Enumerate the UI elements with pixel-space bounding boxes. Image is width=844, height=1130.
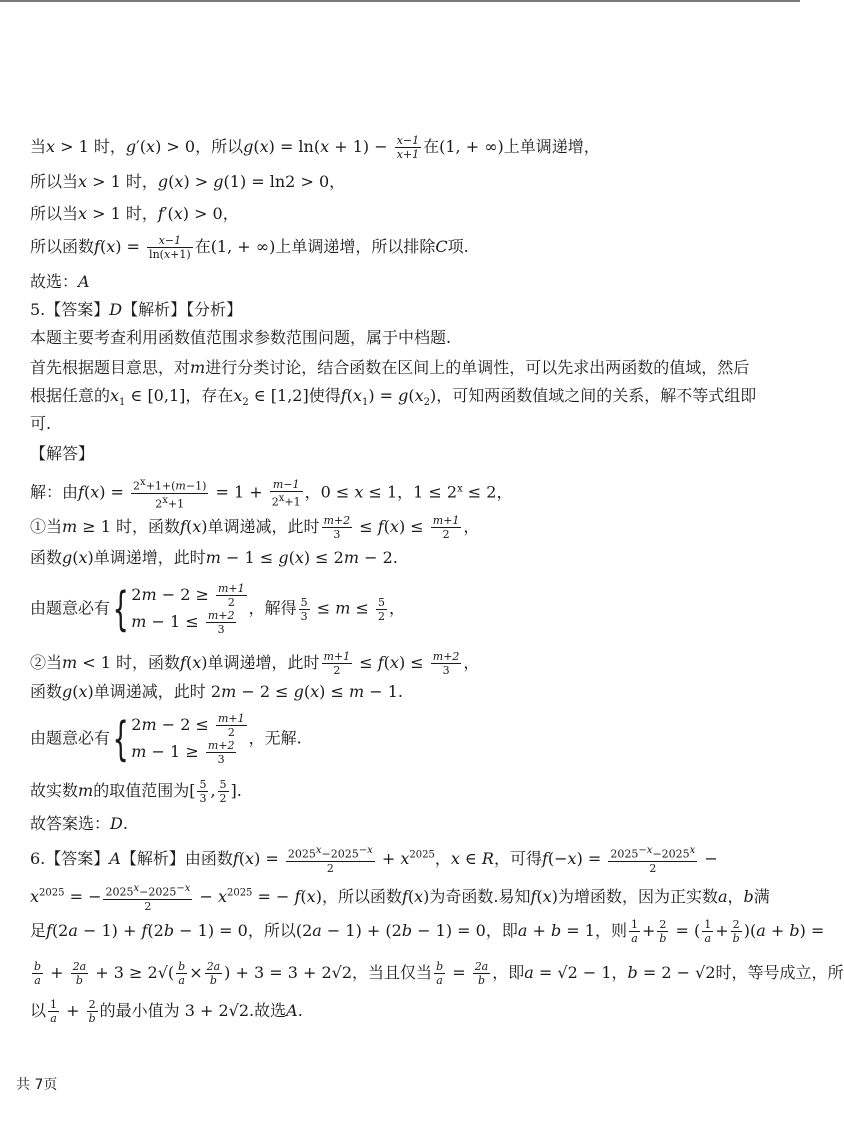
line-3: 所以当x > 1 时，f′(x) > 0，: [30, 204, 239, 223]
line-18: 由题意必有{ 2m − 2 ≤ $\frac{m+1}{2}$ m − 1 ≥ $\frac{m+2}{3}$ ，无解.: [30, 712, 302, 766]
line-16: ②当m < 1 时，函数f(x)单调递增，此时 $\frac{m+1}{2}$ ≤ f(x) ≤ $\frac{m+2}{3}$ ，: [30, 650, 480, 677]
top-border: [0, 0, 800, 2]
line-21: 6.【答案】A【解析】由函数f(x) = $\frac{2025^x-2025^{-x}}{2}$ + $x^{2025}$，x ∈ R，可得f(−x) = $\frac{2025^{-x}-2025^x}{2}$ −: [30, 845, 718, 875]
line-25: 以 $\frac{1}{a}$ + $\frac{2}{b}$ 的最小值为 3 + 2√2.故选A.: [30, 998, 303, 1025]
line-5: 故选：A: [30, 272, 90, 291]
line-7: 本题主要考查利用函数值范围求参数范围问题，属于中档题.: [30, 328, 452, 347]
line-1: 当x > 1 时，g′(x) > 0，所以g(x) = ln(x + 1) − $\frac{x-1}{x+1}$ 在(1, + ∞)上单调递增，: [30, 134, 600, 161]
line-12: 解：由f(x) = $\frac{2^x+1+(m-1)}{2^x+1}$ = 1 + $\frac{m-1}{2^x+1}$ ，0 ≤ x ≤ 1，$1 \le 2^x \le 2$，: [30, 477, 513, 511]
line-20: 故答案选：D.: [30, 814, 128, 833]
line-13: ①当m ≥ 1 时，函数f(x)单调递减，此时 $\frac{m+2}{3}$ ≤ f(x) ≤ $\frac{m+1}{2}$ ，: [30, 514, 480, 541]
line-22: $x^{2025}$ = − $\frac{2025^x-2025^{-x}}{2}$ − $x^{2025}$ = − f(x)，所以函数f(x)为奇函数.易知f(x)为增函数，因为正实数a，b满: [30, 883, 770, 913]
line-8: 首先根据题目意思，对m进行分类讨论，结合函数在区间上的单调性，可以先求出两函数的值域，然后: [30, 358, 750, 377]
line-11: 【解答】: [30, 444, 95, 463]
line-2: 所以当x > 1 时，g(x) > g(1) = ln2 > 0，: [30, 172, 346, 191]
line-15: 由题意必有{ 2m − 2 ≥ $\frac{m+1}{2}$ m − 1 ≤ $\frac{m+2}{3}$ ，解得 $\frac{5}{3}$ ≤ m ≤ $\frac{5}{2}$ ，: [30, 582, 406, 636]
line-23: 足f(2a − 1) + f(2b − 1) = 0，所以(2a − 1) + (2b − 1) = 0，即a + b = 1，则 $\frac{1}{a}$ + $\frac{2}{b}$ = ( $\frac{1}{a}$ + $\frac{2}{b}$ )(a + b) =: [30, 918, 825, 945]
line-4: 所以函数f(x) = $\frac{x-1}{\ln(x+1)}$ 在(1, + ∞)上单调递增，所以排除C项.: [30, 234, 469, 261]
line-24: $\frac{b}{a}$ + $\frac{2a}{b}$ + 3 ≥ 2√( $\frac{b}{a}$ × $\frac{2a}{b}$ ) + 3 = 3 + 2√2，当且仅当 $\frac{b}{a}$ = $\frac{2a}{b}$ ，即a = √2 − 1，b = 2 − √2时，等号成立，所: [34, 960, 844, 987]
line-6: 5.【答案】D【解析】【分析】: [30, 300, 243, 319]
line-19: 故实数m的取值范围为[ $\frac{5}{3}$ , $\frac{5}{2}$ ].: [30, 778, 242, 805]
line-9: 根据任意的$x_1$ ∈ [0,1]，存在$x_2$ ∈ [1,2]使得$f(x_1) = g(x_2)$，可知两函数值域之间的关系，解不等式组即: [30, 386, 757, 409]
line-17: 函数g(x)单调递减，此时 2m − 2 ≤ g(x) ≤ m − 1.: [30, 682, 403, 701]
page-footer: 共 7页: [16, 1077, 58, 1093]
line-10: 可.: [30, 414, 52, 433]
line-14: 函数g(x)单调递增，此时m − 1 ≤ g(x) ≤ 2m − 2.: [30, 548, 398, 567]
